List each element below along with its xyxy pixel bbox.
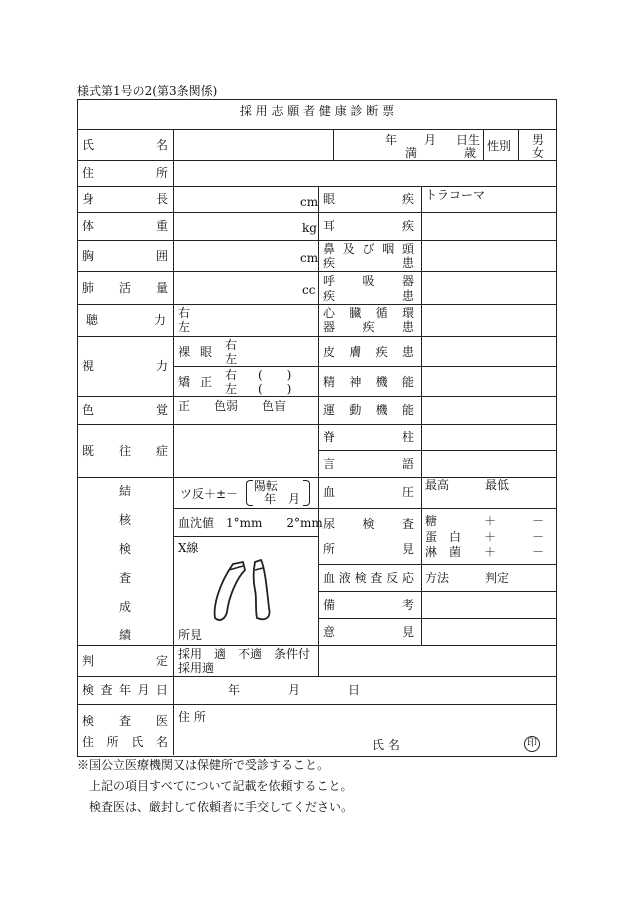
label-sex: 性別 [487,139,512,153]
plus: ＋ [484,530,497,544]
tb-char: 結 [119,484,132,498]
rule [77,186,557,187]
label-hearing: 聴 力 [86,313,166,327]
rule [318,186,319,676]
hearing-left: 左 [178,320,191,334]
label-spine: 脊 柱 [323,430,414,444]
positive-conversion: 陽転 [254,479,279,493]
bp-high: 最高 [425,478,450,492]
label-nose: 鼻 及 び 咽 頭 [323,242,414,256]
label-ear: 耳 疾 [323,219,414,233]
seal-mark: 印 [524,736,540,752]
minus: － [532,514,545,528]
xray-label: X線 [178,541,199,555]
rule [173,536,318,537]
doctor-address: 住 所 [178,710,206,724]
rule [173,508,318,509]
bp-low: 最低 [485,478,510,492]
paren-left: ( ) [258,382,292,396]
rule [77,240,557,241]
rule [77,645,557,646]
corrected-left: 左 [225,382,238,396]
label-full: 満 [405,146,418,160]
rule [77,424,557,425]
doctor-name: 氏 名 [372,738,400,752]
right-apex-mark [255,568,263,570]
lung-xray-sketch [205,556,285,628]
rule [318,450,557,451]
rule [318,618,557,619]
rule [77,336,557,337]
label-nose2: 疾 患 [323,256,414,270]
rule [77,676,557,677]
label-color: 色 覚 [82,403,168,417]
label-address: 住 所 [82,166,168,180]
label-findings: 所 見 [323,542,414,556]
label-history: 既 往 症 [82,444,168,458]
footer-note: 検査医は、厳封して依頼者に手交してください。 [89,800,354,814]
exam-date: 年 月 日 [228,683,361,697]
bracket-left [246,480,253,506]
color-options: 正 色弱 色盲 [178,399,287,413]
esr-value: 血沈値 1°mm 2°mm [178,516,323,530]
label-bp: 血 圧 [323,485,414,499]
tb-char: 核 [119,513,132,527]
plus: ＋ [484,514,497,528]
naked-right: 右 [225,338,238,352]
label-vision: 視 力 [82,359,168,373]
label-motor: 運 動 機 能 [323,403,414,417]
rule [77,304,557,305]
rule [518,129,519,160]
label-month: 月 [424,133,437,147]
label-circ2: 器 疾 患 [323,320,414,334]
rule [333,129,334,160]
urine-protein: 蛋 白 [425,530,462,544]
unit-kg: kg [302,221,317,235]
label-born: 日生 [456,133,481,147]
plus: ＋ [484,545,497,559]
corrected-right: 右 [225,368,238,382]
rule [173,129,174,755]
rule [483,129,484,160]
label-blood: 血 液 検 査 反 応 [323,571,414,585]
rule [77,396,557,397]
hearing-right: 右 [178,306,191,320]
minus: － [532,530,545,544]
tuberculin-test: ツ反＋±－ [180,487,239,501]
naked-left: 左 [225,352,238,366]
value-eye: トラコーマ [425,188,486,202]
label-doctor-2: 住 所 氏 名 [82,735,168,749]
label-chest: 胸 囲 [82,249,168,263]
label-circ: 心 臓 循 環 [323,306,414,320]
rule [77,129,557,130]
rule [318,508,557,509]
judgment-options: 採用 適 不適 条件付 [178,647,311,661]
footer-note: 上記の項目すべてについて記載を依頼すること。 [89,779,353,793]
label-exam-date: 検 査 年 月 日 [82,683,168,697]
label-height: 身 長 [82,192,168,206]
form-title: 採 用 志 願 者 健 康 診 断 票 [239,104,395,118]
urine-sugar: 糖 [425,514,438,528]
label-resp: 呼 吸 器 [323,274,414,288]
label-opinion: 意 見 [323,625,414,639]
tb-char: 績 [119,628,132,642]
minus: － [532,545,545,559]
label-remarks: 備 考 [323,598,414,612]
urine-gonococcus: 淋 菌 [425,545,462,559]
rule [77,704,557,705]
rule [173,366,557,367]
label-judgment: 判 定 [82,654,168,668]
bracket-right [303,480,310,506]
conversion-date: 年 月 [264,492,301,506]
label-mental: 精 神 機 能 [323,375,414,389]
rule [318,564,557,565]
footer-note: ※国公立医療機関又は保健所で受診すること。 [77,758,330,772]
label-year: 年 [385,133,398,147]
unit-cm: cm [300,195,319,209]
rule [77,271,557,272]
blood-judge: 判定 [485,571,510,585]
label-corrected: 矯 正 [178,375,212,389]
tb-char: 査 [119,571,132,585]
rule [77,212,557,213]
label-speech: 言 語 [323,457,414,471]
label-male: 男 [532,133,545,147]
label-resp2: 疾 患 [323,289,414,303]
rule [421,186,422,645]
unit-cm2: cm [300,251,319,265]
label-female: 女 [532,146,545,160]
form-number: 様式第1号の2(第3条関係) [77,84,218,98]
label-doctor: 検 査 医 [82,714,168,728]
label-weight: 体 重 [82,219,168,233]
left-lung [215,562,245,620]
tb-char: 検 [119,542,132,556]
label-urine: 尿 検 査 [323,517,414,531]
label-lung: 肺 活 量 [82,281,168,295]
xray-findings: 所見 [178,628,203,642]
judgment-options-2: 採用適 [178,661,215,675]
unit-cc: cc [302,283,316,297]
label-naked: 裸 眼 [178,345,212,359]
tb-char: 成 [119,600,132,614]
label-age: 歳 [464,146,477,160]
label-name: 氏 名 [82,138,168,152]
rule [318,591,557,592]
label-skin: 皮 膚 疾 患 [323,345,414,359]
paren-right: ( ) [258,368,292,382]
blood-method: 方法 [425,571,450,585]
rule [77,160,557,161]
label-eye: 眼 疾 [323,192,414,206]
